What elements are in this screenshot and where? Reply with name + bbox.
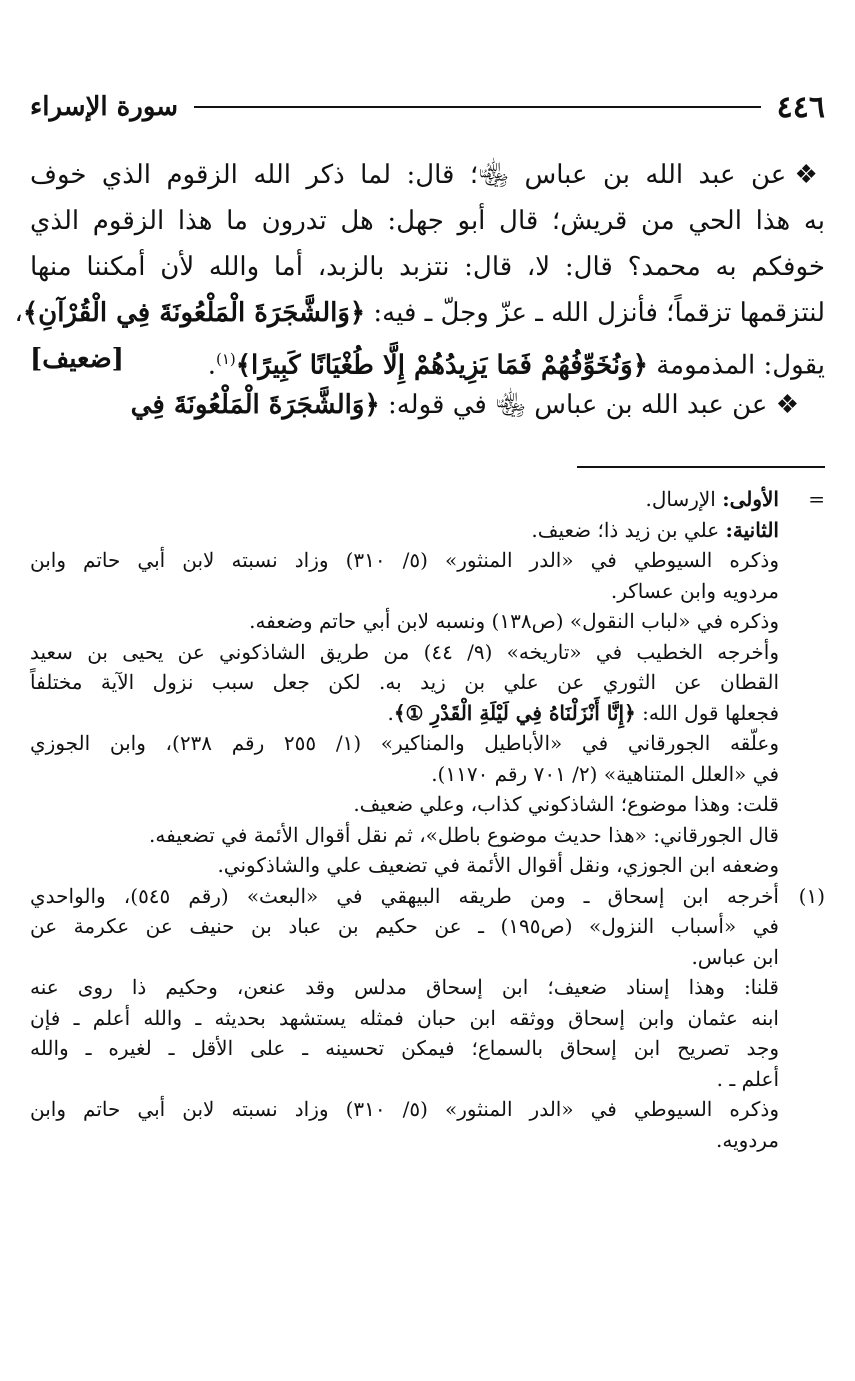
continuation-marker: = <box>808 487 825 511</box>
punctuation: . <box>387 700 394 725</box>
note-line: مردويه. <box>716 1127 779 1152</box>
main-line-text: عن عبد الله بن عباس ﵄؛ قال: لما ذكر الله الزقوم الذي خوف <box>30 160 795 190</box>
note-text: فجعلها قول الله: <box>635 700 779 725</box>
footnotes <box>30 484 825 1155</box>
note-text: علي بن زيد ذا؛ ضعيف. <box>531 517 726 542</box>
note-line: في «أسباب النزول» (ص١٩٥) ـ عن حكيم بن عباد بن حنيف عن عكرمة عن <box>30 914 779 938</box>
quran-verse: ﴿وَالشَّجَرَةَ الْمَلْعُونَةَ فِي الْقُرْآنِ﴾ <box>22 298 366 328</box>
note-line: ابن عباس. <box>691 944 779 969</box>
note-line <box>30 515 825 546</box>
note-line: مردويه وابن عساكر. <box>610 578 779 603</box>
main-text <box>14 152 825 428</box>
note-line: وذكره السيوطي في «الدر المنثور» (٥/ ٣١٠) وزاد نسبته لابن أبي حاتم وابن <box>30 1097 779 1121</box>
note-line: أعلم ـ . <box>716 1066 779 1091</box>
main-line <box>14 290 825 336</box>
note-line: قلت: وهذا موضوع؛ الشاذكوني كذاب، وعلي ضعيف. <box>353 792 779 816</box>
note-line: وجد تصريح ابن إسحاق بالسماع؛ فيمكن تحسينه ـ على الأقل ـ لغيره ـ والله <box>30 1036 779 1060</box>
note-line: في «العلل المتناهية» (٢/ ٧٠١ رقم ١١٧٠). <box>431 761 779 786</box>
bullet-icon: ❖ <box>794 160 825 190</box>
note-text: الإرسال. <box>645 487 723 511</box>
punctuation: . <box>207 350 216 381</box>
note-line: قلنا: وهذا إسناد ضعيف؛ ابن إسحاق مدلس وقد عنعن، وحكيم ذا روى عنه <box>30 975 779 999</box>
grade-label: [ضعيف] <box>30 344 124 374</box>
note-line: قال الجورقاني: «هذا حديث موضوع باطل»، ثم نقل أقوال الأئمة في تضعيفه. <box>149 822 779 847</box>
note-line: وذكره في «لباب النقول» (ص١٣٨) ونسبه لابن أبي حاتم وضعفه. <box>249 609 779 633</box>
quran-verse: ﴿إِنَّا أَنْزَلْنَاهُ فِي لَيْلَةِ الْقَدْرِ ①﴾ <box>393 700 636 725</box>
main-line <box>30 382 825 428</box>
note-line: وذكره السيوطي في «الدر المنثور» (٥/ ٣١٠) وزاد نسبته لابن أبي حاتم وابن <box>30 548 779 572</box>
note-line: وضعفه ابن الجوزي، ونقل أقوال الأئمة في تضعيف علي والشاذكوني. <box>217 853 779 877</box>
note-line <box>30 881 825 912</box>
header-rule <box>194 106 761 108</box>
note-line: وأخرجه الخطيب في «تاريخه» (٩/ ٤٤) من طريق الشاذكوني عن يحيى بن سعيد <box>30 639 779 664</box>
page-header <box>30 86 825 128</box>
main-line-text: لنتزقمها تزقماً؛ فأنزل الله ـ عزّ وجلّ ـ فيه: <box>365 298 825 328</box>
main-line-text: يقول: المذمومة <box>647 350 825 381</box>
note-line: القطان عن الثوري عن علي بن زيد به. لكن جعل سبب نزول الآية مختلفاً <box>30 670 779 694</box>
sura-title: سورة الإسراء <box>30 92 179 122</box>
bullet-icon: ❖ <box>775 390 799 420</box>
note-line <box>30 484 825 515</box>
punctuation: ، <box>14 298 23 328</box>
note-line <box>30 698 825 729</box>
main-line-text: عن عبد الله بن عباس ﵄ في قوله: <box>379 390 776 420</box>
page-number: ٤٤٦ <box>776 89 825 125</box>
main-line <box>30 152 825 198</box>
footnote-marker: (١) <box>798 883 825 908</box>
main-line: خوفكم به محمد؟ قال: لا، قال: نتزبد بالزبد، أما والله لأن أمكننا منها <box>30 252 825 282</box>
main-line: به هذا الحي من قريش؛ قال أبو جهل: هل تدرون ما هذا الزقوم الذي <box>30 206 825 236</box>
quran-verse: ﴿وَنُخَوِّفُهُمْ فَمَا يَزِيدُهُمْ إِلَّا طُغْيَانًا كَبِيرًا﴾ <box>235 350 648 381</box>
note-label: الثانية: <box>725 517 779 542</box>
note-label: الأولى: <box>722 487 779 511</box>
note-line: ابنه عثمان وابن إسحاق ووثقه ابن حبان فمثله يستشهد بحديثه ـ والله أعلم ـ فإن <box>30 1005 779 1030</box>
main-line <box>30 336 825 382</box>
note-text: أخرجه ابن إسحاق ـ ومن طريقه البيهقي في «البعث» (رقم ٥٤٥)، والواحدي <box>30 883 779 908</box>
note-line: وعلّقه الجورقاني في «الأباطيل والمناكير» (١/ ٢٥٥ رقم ٢٣٨)، وابن الجوزي <box>30 731 779 755</box>
footnote-ref: (١) <box>215 350 236 368</box>
footnote-separator <box>577 466 825 468</box>
quran-verse: ﴿وَالشَّجَرَةَ الْمَلْعُونَةَ فِي <box>130 390 380 420</box>
